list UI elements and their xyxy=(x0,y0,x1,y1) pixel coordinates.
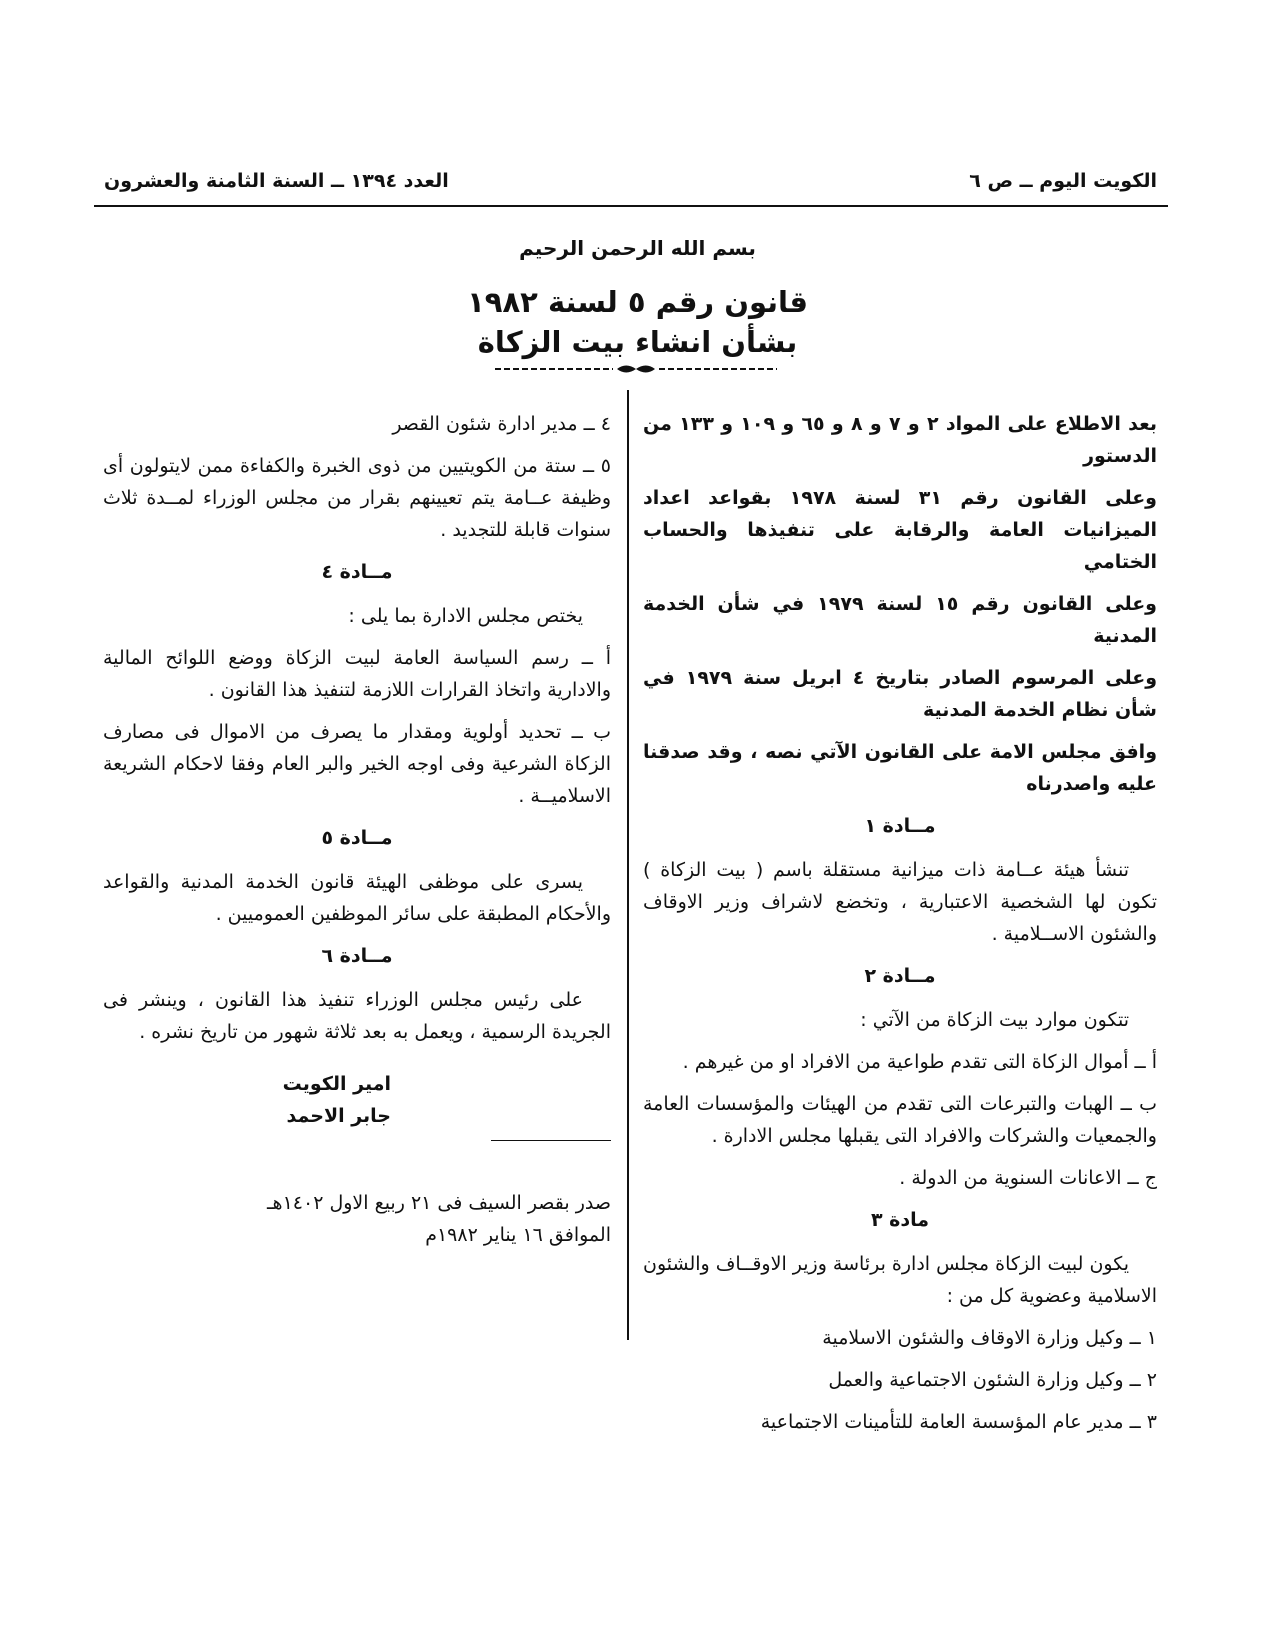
preamble-line: وافق مجلس الامة على القانون الآتي نصه ، وقد صدقنا عليه واصدرناه xyxy=(643,741,1157,795)
article-item: ٤ ــ مدير ادارة شئون القصر xyxy=(392,413,611,435)
signature-title: امير الكويت xyxy=(282,1073,391,1095)
header-divider xyxy=(94,205,1168,207)
article-item: ١ ــ وكيل وزارة الاوقاف والشئون الاسلامية xyxy=(822,1327,1157,1349)
page-header-right: الكويت اليوم ــ ص ٦ xyxy=(969,170,1157,192)
page-header-left: العدد ١٣٩٤ ــ السنة الثامنة والعشرون xyxy=(104,170,449,192)
article-item: ب ــ تحديد أولوية ومقدار ما يصرف من الاموال فى مصارف الزكاة الشرعية وفى اوجه الخير والبر العام وفقا لاحكام الشريعة الاسلاميــة . xyxy=(103,721,611,807)
article-item: ٣ ــ مدير عام المؤسسة العامة للتأمينات الاجتماعية xyxy=(760,1411,1157,1433)
article-heading: مــادة ٥ xyxy=(321,827,393,849)
preamble-line: وعلى القانون رقم ١٥ لسنة ١٩٧٩ في شأن الخدمة المدنية xyxy=(643,593,1157,647)
article-item: ٢ ــ وكيل وزارة الشئون الاجتماعية والعمل xyxy=(828,1369,1157,1391)
column-divider xyxy=(627,390,629,1340)
article-heading: مــادة ٦ xyxy=(321,945,393,967)
law-title xyxy=(0,282,1275,362)
issued-date-hijri: صدر بقصر السيف فى ٢١ ربيع الاول ١٤٠٢هـ xyxy=(266,1192,611,1214)
article-intro: يختص مجلس الادارة بما يلى : xyxy=(348,605,583,627)
issued-date-gregorian: الموافق ١٦ يناير ١٩٨٢م xyxy=(425,1224,611,1246)
article-item: أ ــ رسم السياسة العامة لبيت الزكاة ووضع اللوائح المالية والادارية واتخاذ القرارات اللازمة لتنفيذ هذا القانون . xyxy=(103,647,611,701)
article-item: ب ــ الهبات والتبرعات التى تقدم من الهيئات والمؤسسات العامة والجمعيات والشركات والافراد التى يقبلها مجلس الادارة . xyxy=(643,1093,1157,1147)
article-heading: مــادة ١ xyxy=(864,815,936,837)
preamble-line: بعد الاطلاع على المواد ٢ و ٧ و ٨ و ٦٥ و ١٠٩ و ١٣٣ من الدستور xyxy=(643,413,1157,467)
article-intro: يكون لبيت الزكاة مجلس ادارة برئاسة وزير الاوقــاف والشئون الاسلامية وعضوية كل من : xyxy=(643,1253,1157,1307)
preamble-line: وعلى القانون رقم ٣١ لسنة ١٩٧٨ بقواعد اعداد الميزانيات العامة والرقابة على تنفيذها والحساب الختامي xyxy=(643,487,1157,573)
article-heading: مادة ٣ xyxy=(870,1209,930,1231)
article-text: تنشأ هيئة عــامة ذات ميزانية مستقلة باسم ( بيت الزكاة ) تكون لها الشخصية الاعتبارية ، وتخضع لاشراف وزير الاوقاف والشئون الاســلامية . xyxy=(643,859,1157,945)
title-ornament xyxy=(493,362,779,376)
article-text: يسرى على موظفى الهيئة قانون الخدمة المدنية والقواعد والأحكام المطبقة على سائر الموظفين العموميين . xyxy=(103,871,611,925)
basmala: بسم الله الرحمن الرحيم xyxy=(519,236,756,260)
article-item: ٥ ــ ستة من الكويتيين من ذوى الخبرة والكفاءة ممن لايتولون أى وظيفة عــامة يتم تعيينهم بقرار من مجلس الوزراء لمــدة ثلاث سنوات قابلة للتجديد . xyxy=(103,455,611,541)
article-item: ج ــ الاعانات السنوية من الدولة . xyxy=(899,1167,1157,1189)
law-title-line1: قانون رقم ٥ لسنة ١٩٨٢ xyxy=(467,285,808,319)
preamble-line: وعلى المرسوم الصادر بتاريخ ٤ ابريل سنة ١٩٧٩ في شأن نظام الخدمة المدنية xyxy=(643,667,1158,721)
right-column xyxy=(643,408,1157,1448)
signature-rule xyxy=(491,1140,611,1141)
law-title-line2: بشأن انشاء بيت الزكاة xyxy=(477,325,798,359)
article-heading: مــادة ٢ xyxy=(864,965,936,987)
left-column xyxy=(103,408,611,1251)
article-intro: تتكون موارد بيت الزكاة من الآتي : xyxy=(860,1009,1129,1031)
article-heading: مــادة ٤ xyxy=(321,561,393,583)
article-item: أ ــ أموال الزكاة التى تقدم طواعية من الافراد او من غيرهم . xyxy=(682,1051,1157,1073)
signature-name: جابر الاحمد xyxy=(286,1105,391,1127)
article-text: على رئيس مجلس الوزراء تنفيذ هذا القانون ، وينشر فى الجريدة الرسمية ، ويعمل به بعد ثلاثة شهور من تاريخ نشره . xyxy=(103,989,611,1043)
